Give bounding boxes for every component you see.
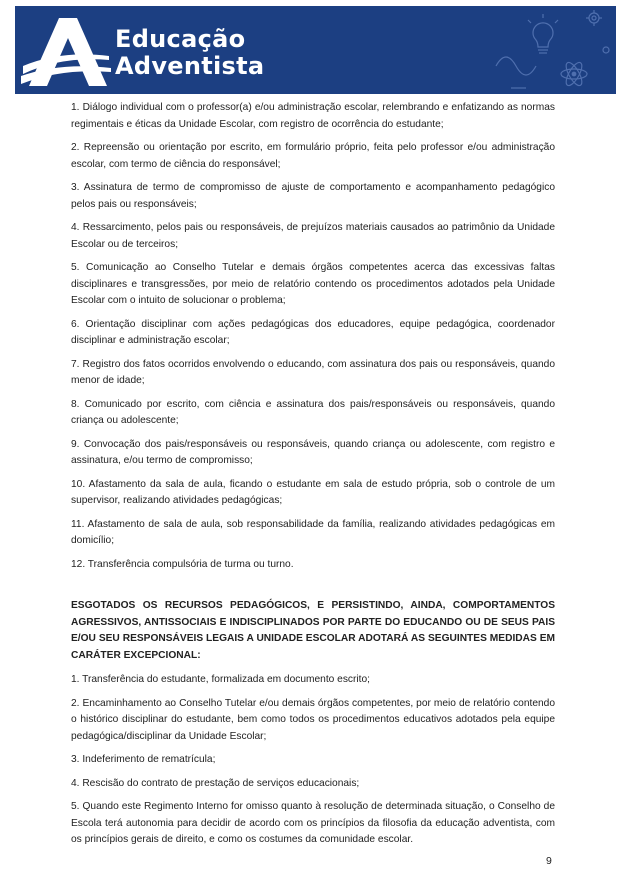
- list-item: 4. Ressarcimento, pelos pais ou responsáveis, de prejuízos materiais causados ao patrimônio da Unidade Escolar ou de terceiros;: [71, 222, 555, 250]
- list-item: 10. Afastamento da sala de aula, ficando o estudante em sala de estudo própria, sob o controle de um supervisor, realizando atividades pedagógicas;: [71, 478, 555, 506]
- list-item: 2. Encaminhamento ao Conselho Tutelar e/ou demais órgãos competentes, por meio de relatório contendo o histórico disciplinar do estudante, bem como todos os procedimentos educativos adotados pela equipe pedagógica/disciplinar da Unidade Escolar;: [71, 697, 555, 742]
- page-number: 9: [546, 855, 552, 867]
- lightbulb-icon: [528, 14, 558, 53]
- list-item: 3. Indeferimento de rematrícula;: [71, 754, 216, 765]
- list-item: 1. Diálogo individual com o professor(a) e/ou administração escolar, relembrando e enfatizando as normas regimentais e éticas da Unidade Escolar, com registro de ocorrência do estudante;: [71, 102, 555, 130]
- atom-icon: [561, 60, 587, 88]
- list-item: 5. Comunicação ao Conselho Tutelar e demais órgãos competentes acerca das excessivas faltas disciplinares e transgressões, por meio de relatório contendo os procedimentos adotados pela Unidade Escolar com o intuito de solucionar o problema;: [71, 262, 555, 306]
- page-header: [15, 6, 616, 94]
- list-item: 2. Repreensão ou orientação por escrito, em formulário próprio, feita pelo professor e/ou administração escolar, com termo de ciência do responsável;: [71, 142, 555, 170]
- list-item: 8. Comunicado por escrito, com ciência e assinatura dos pais/responsáveis ou responsáveis, quando criança ou adolescente;: [71, 398, 555, 426]
- list-item: 3. Assinatura de termo de compromisso de ajuste de comportamento e acompanhamento pedagógico pelos pais ou responsáveis;: [71, 182, 555, 210]
- document-body: [71, 100, 555, 856]
- section-spacer: [71, 580, 555, 598]
- brand-line-2: Adventista: [115, 52, 265, 80]
- list-item: 7. Registro dos fatos ocorridos envolvendo o educando, com assinatura dos pais ou responsáveis, quando menor de idade;: [71, 358, 555, 386]
- logo-icon: [21, 16, 113, 88]
- decoration: [466, 6, 616, 94]
- gear-icon: [586, 10, 602, 26]
- section-heading: ESGOTADOS OS RECURSOS PEDAGÓGICOS, E PERSISTINDO, AINDA, COMPORTAMENTOS AGRESSIVOS, ANTISSOCIAIS E INDISCIPLINADOS POR PARTE DO EDUCANDO OU DE SEUS PAIS E/OU SEU RESPONSÁVEIS LEGAIS A UNIDADE ESCOLAR ADOTARÁ AS SEGUINTES MEDIDAS EM CARÁTER EXCEPCIONAL:: [71, 600, 555, 661]
- brand-line-1: Educação: [115, 25, 246, 53]
- list-item: 12. Transferência compulsória de turma ou turno.: [71, 558, 294, 570]
- list-item: 11. Afastamento de sala de aula, sob responsabilidade da família, realizando atividades pedagógicas em domicílio;: [71, 518, 555, 546]
- list-item: 9. Convocação dos pais/responsáveis ou responsáveis, quando criança ou adolescente, com registro e assinatura, e/ou termo de compromisso;: [71, 438, 555, 466]
- list-item: 5. Quando este Regimento Interno for omisso quanto à resolução de determinada situação, o Conselho de Escola terá autonomia para decidir de acordo com os princípios da filosofia da educação adventista, com os princípios gerais de direito, e como os costumes da comunidade escolar.: [71, 801, 555, 845]
- list-item: 6. Orientação disciplinar com ações pedagógicas dos educadores, equipe pedagógica, coordenador disciplinar e administração escolar;: [71, 318, 555, 346]
- brand-name: [115, 26, 264, 80]
- list-item: 1. Transferência do estudante, formalizada em documento escrito;: [71, 674, 370, 685]
- list-item: 4. Rescisão do contrato de prestação de serviços educacionais;: [71, 777, 360, 789]
